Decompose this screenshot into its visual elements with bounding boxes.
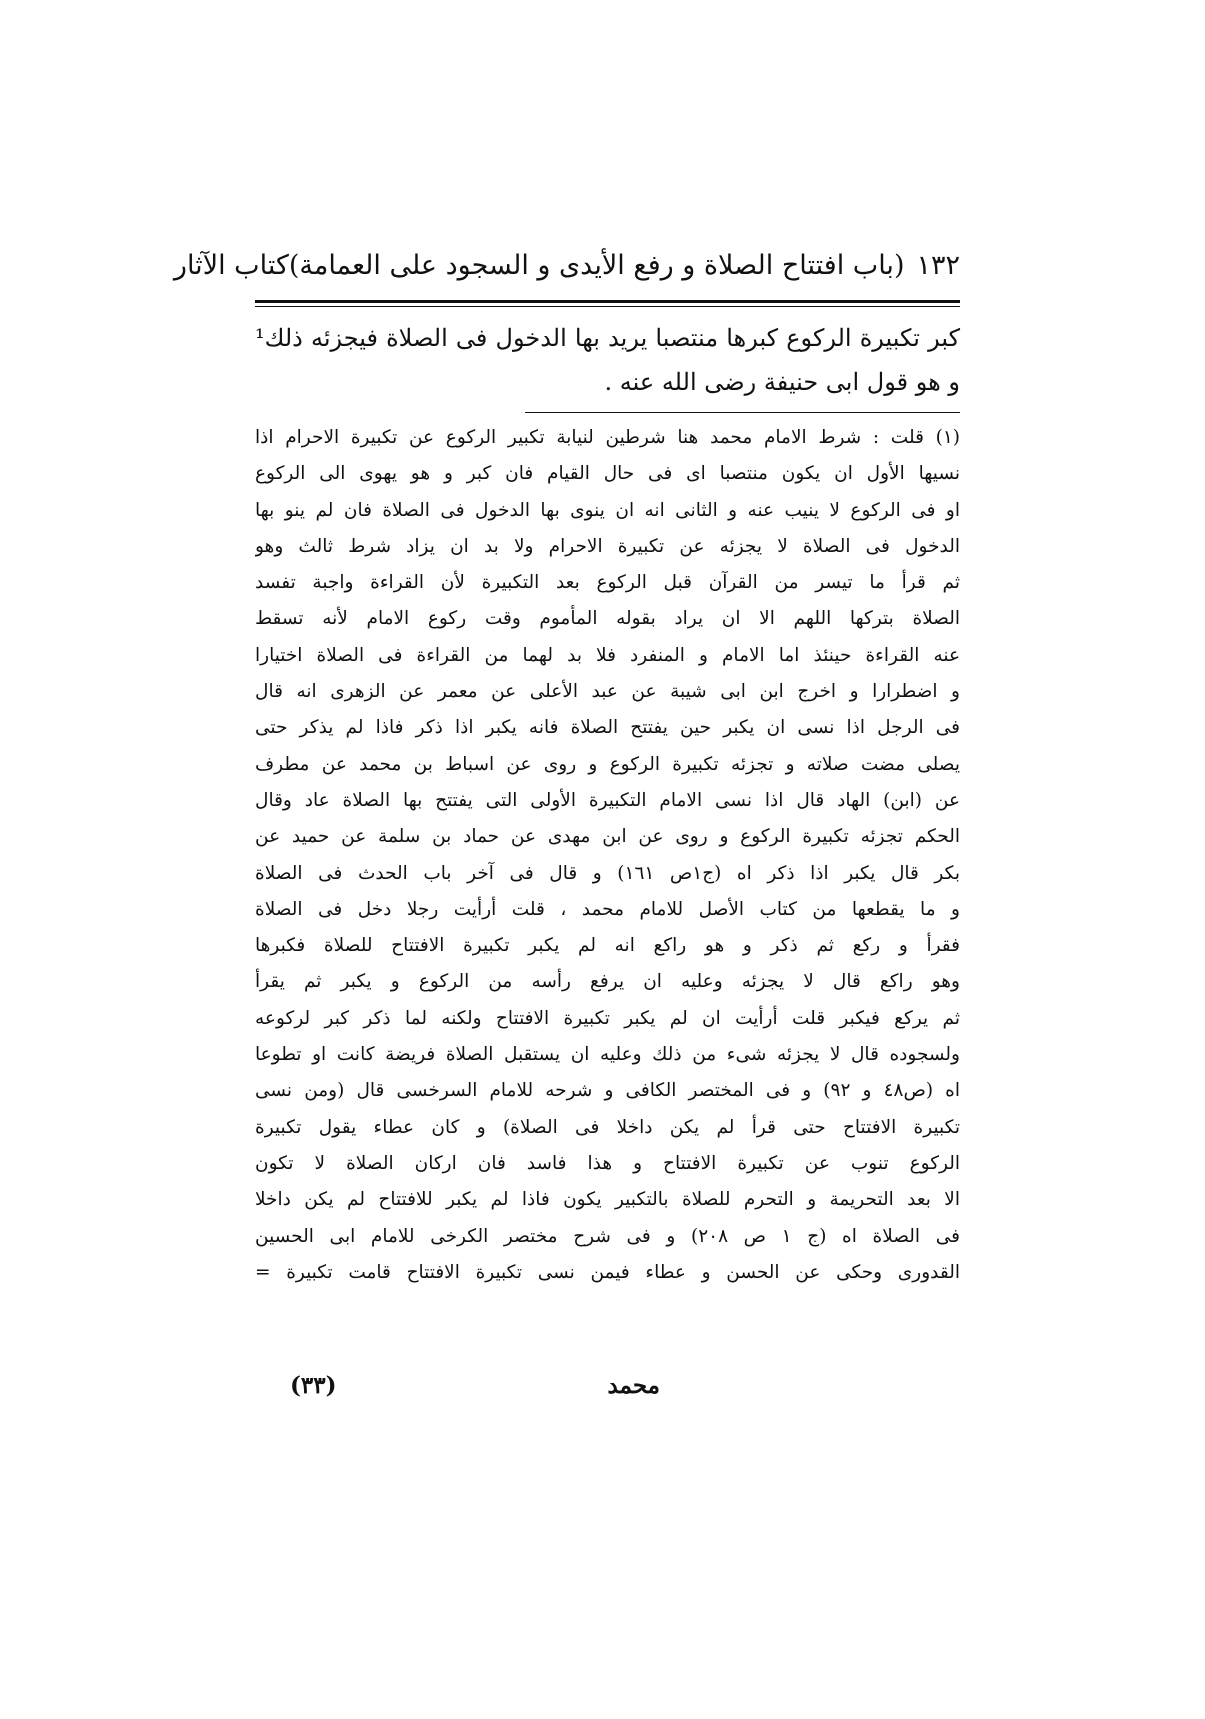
- footnote-line: الدخول فى الصلاة لا يجزئه عن تكبيرة الاحرام ولا بد ان يزاد شرط ثالث وهو: [255, 535, 960, 557]
- footnote-line: الحكم تجزئه تكبيرة الركوع و روى عن ابن مهدى عن حماد بن سلمة عن حميد عن: [255, 826, 960, 848]
- footnote-line: ثم قرأ ما تيسر من القرآن قبل الركوع بعد التكبيرة لأن القراءة واجبة تفسد: [255, 572, 960, 594]
- footnote-line: تكبيرة الافتتاح حتى قرأ لم يكن داخلا فى الصلاة) و كان عطاء يقول تكبيرة: [255, 1116, 960, 1138]
- header-rule-thin: [255, 306, 960, 307]
- footnote-line: فى الصلاة اه (ج ١ ص ٢٠٨) و فى شرح مختصر الكرخى للامام ابى الحسين: [255, 1225, 960, 1247]
- footnote-line: الصلاة بتركها اللهم الا ان يراد بقوله المأموم وقت ركوع الامام لأنه تسقط: [255, 608, 960, 630]
- chapter-title: (باب افتتاح الصلاة و رفع الأيدى و السجود على العمامة): [288, 250, 905, 281]
- footnote-line: عن (ابن) الهاد قال اذا نسى الامام التكبيرة الأولى التى يفتتح بها الصلاة عاد وقال: [255, 789, 960, 811]
- footnotes-block: [255, 420, 960, 1291]
- footnote-line: اه (ص٤٨ و ٩٢) و فى المختصر الكافى و شرحه للامام السرخسى قال (ومن نسى: [255, 1080, 960, 1102]
- footnote-line: ولسجوده قال لا يجزئه شىء من ذلك وعليه ان يستقبل الصلاة فريضة كانت او تطوعا: [255, 1044, 960, 1066]
- footnote-line: و ما يقطعها من كتاب الأصل للامام محمد ، قلت أرأيت رجلا دخل فى الصلاة: [255, 898, 960, 920]
- book-title: كتاب الآثار: [173, 250, 289, 281]
- footnote-line: نسيها الأول ان يكون منتصبا اى فى حال القيام فان كبر و هو يهوى الى الركوع: [255, 463, 960, 485]
- footnote-line: وهو راكع قال لا يجزئه وعليه ان يرفع رأسه من الركوع و يكبر ثم يقرأ: [255, 971, 960, 993]
- footer-signature: محمد: [607, 1372, 660, 1399]
- footnote-line: عنه القراءة حينئذ اما الامام و المنفرد فلا بد لهما من القراءة فى الصلاة اختيارا: [255, 644, 960, 666]
- main-text-line: كبر تكبيرة الركوع كبرها منتصبا يريد بها الدخول فى الصلاة فيجزئه ذلك¹: [255, 324, 960, 352]
- footnote-line: الا بعد التحريمة و التحرم للصلاة بالتكبير يكون فاذا لم يكبر للافتتاح لم يكن داخلا: [255, 1189, 960, 1211]
- footnote-line: القدورى وحكى عن الحسن و عطاء فيمن نسى تكبيرة الافتتاح قامت تكبيرة =: [255, 1261, 960, 1283]
- footnote-line: او فى الركوع لا ينيب عنه و الثانى انه ان ينوى بها الدخول فى الصلاة فان لم ينو بها: [255, 499, 960, 521]
- footnote-line: بكر قال يكبر اذا ذكر اه (ج١ص ١٦١) و قال فى آخر باب الحدث فى الصلاة: [255, 862, 960, 884]
- footnote-line: فى الرجل اذا نسى ان يكبر حين يفتتح الصلاة فانه يكبر اذا ذكر فاذا لم يذكر حتى: [255, 717, 960, 739]
- main-text-line: و هو قول ابى حنيفة رضى الله عنه .: [604, 368, 960, 396]
- page-number: ١٣٢: [916, 250, 960, 281]
- main-text-block: [255, 316, 960, 404]
- footnote-line: (١) قلت : شرط الامام محمد هنا شرطين لنيابة تكبير الركوع عن تكبيرة الاحرام اذا: [255, 427, 960, 448]
- footnote-separator: [525, 412, 960, 413]
- footnote-line: و اضطرارا و اخرج ابن ابى شيبة عن عبد الأعلى عن معمر عن الزهرى انه قال: [255, 681, 960, 703]
- footnote-line: يصلى مضت صلاته و تجزئه تكبيرة الركوع و روى عن اسباط بن محمد عن مطرف: [255, 753, 960, 775]
- header-page-number-and-chapter: [289, 250, 960, 281]
- footnote-line: فقرأ و ركع ثم ذكر و هو راكع انه لم يكبر تكبيرة الافتتاح للصلاة فكبرها: [255, 935, 960, 957]
- header-rule-thick: [255, 300, 960, 303]
- footer-sheet-number: (٣٣): [290, 1372, 337, 1399]
- running-header: [173, 250, 960, 300]
- footnote-line: الركوع تنوب عن تكبيرة الافتتاح و هذا فاسد فان اركان الصلاة لا تكون: [255, 1152, 960, 1174]
- page-footer: [290, 1372, 660, 1412]
- footnote-line: ثم يركع فيكبر قلت أرأيت ان لم يكبر تكبيرة الافتتاح ولكنه لما ذكر كبر لركوعه: [255, 1007, 960, 1029]
